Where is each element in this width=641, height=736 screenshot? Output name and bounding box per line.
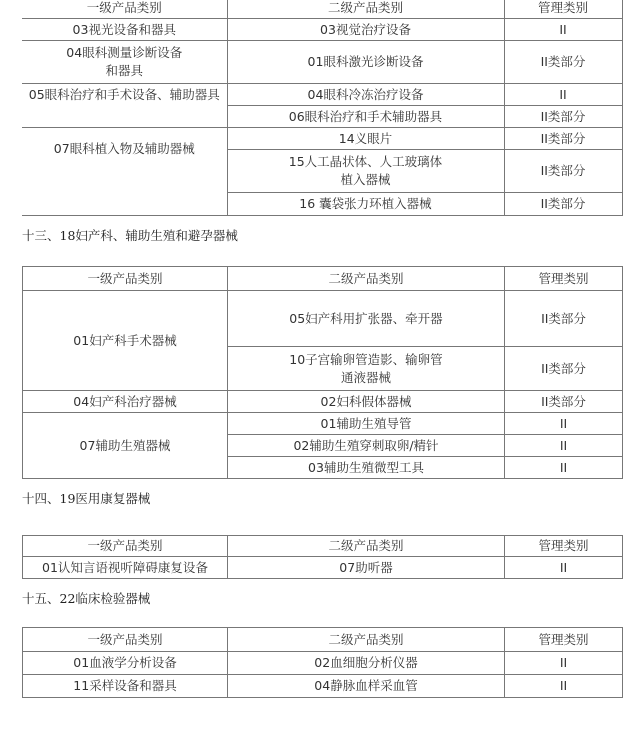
header-mgmt: 管理类别 (505, 536, 623, 557)
mgmt-cell: II类部分 (504, 193, 622, 216)
table-row (23, 291, 623, 347)
ophthalmic-table (22, 0, 623, 216)
table-header-row (23, 628, 623, 652)
mgmt-cell: II (505, 675, 623, 698)
header-level2: 二级产品类别 (228, 628, 505, 652)
level2-cell: 02妇科假体器械 (228, 391, 505, 413)
table-row (23, 413, 623, 435)
level1-cell: 07眼科植入物及辅助器械 (22, 128, 227, 216)
level2-cell: 07助听器 (228, 557, 505, 579)
header-mgmt: 管理类别 (505, 628, 623, 652)
header-mgmt: 管理类别 (504, 0, 622, 19)
level2-cell: 14义眼片 (227, 128, 504, 150)
rehabilitation-table (22, 535, 623, 579)
table-row (22, 84, 622, 106)
header-level2: 二级产品类别 (227, 0, 504, 19)
level2-cell: 02血细胞分析仪器 (228, 652, 505, 675)
mgmt-cell: II类部分 (504, 150, 622, 193)
mgmt-cell: II类部分 (504, 128, 622, 150)
level2-cell: 10子宫输卵管造影、输卵管 通液器械 (228, 347, 505, 391)
header-level2: 二级产品类别 (228, 536, 505, 557)
mgmt-cell: II类部分 (504, 106, 622, 128)
header-level1: 一级产品类别 (23, 536, 228, 557)
level1-cell: 07辅助生殖器械 (23, 413, 228, 479)
level1-cell: 04妇产科治疗器械 (23, 391, 228, 413)
level2-cell: 16 囊袋张力环植入器械 (227, 193, 504, 216)
table-row (23, 557, 623, 579)
table-header-row (22, 0, 622, 19)
clinical-lab-table (22, 627, 623, 698)
header-level1: 一级产品类别 (23, 267, 228, 291)
level1-cell: 11采样设备和器具 (23, 675, 228, 698)
table-header-row (23, 267, 623, 291)
level1-cell: 01血液学分析设备 (23, 652, 228, 675)
header-level1: 一级产品类别 (23, 628, 228, 652)
mgmt-cell: II (505, 457, 623, 479)
mgmt-cell: II类部分 (505, 347, 623, 391)
section-heading-13: 十三、18妇产科、辅助生殖和避孕器械 (22, 228, 238, 243)
level1-cell: 04眼科测量诊断设备 和器具 (22, 41, 227, 84)
level2-cell: 03视觉治疗设备 (227, 19, 504, 41)
level1-cell: 03视光设备和器具 (22, 19, 227, 41)
level2-cell: 03辅助生殖微型工具 (228, 457, 505, 479)
level2-cell: 05妇产科用扩张器、牵开器 (228, 291, 505, 347)
header-level2: 二级产品类别 (228, 267, 505, 291)
table-row (23, 675, 623, 698)
mgmt-cell: II类部分 (505, 391, 623, 413)
section-heading-15: 十五、22临床检验器械 (22, 591, 151, 606)
section-heading-14: 十四、19医用康复器械 (22, 491, 151, 506)
mgmt-cell: II (504, 84, 622, 106)
mgmt-cell: II (505, 557, 623, 579)
header-mgmt: 管理类别 (505, 267, 623, 291)
table-row (22, 19, 622, 41)
table-header-row (23, 536, 623, 557)
level2-cell: 02辅助生殖穿刺取卵/精针 (228, 435, 505, 457)
mgmt-cell: II (505, 435, 623, 457)
obstetrics-table (22, 266, 623, 479)
level1-cell: 01认知言语视听障碍康复设备 (23, 557, 228, 579)
header-level1: 一级产品类别 (22, 0, 227, 19)
level1-cell: 05眼科治疗和手术设备、辅助器具 (22, 84, 227, 128)
level2-cell: 15人工晶状体、人工玻璃体 植入器械 (227, 150, 504, 193)
level1-cell: 01妇产科手术器械 (23, 291, 228, 391)
mgmt-cell: II (504, 19, 622, 41)
level2-cell: 04眼科冷冻治疗设备 (227, 84, 504, 106)
mgmt-cell: II类部分 (504, 41, 622, 84)
table-row (23, 652, 623, 675)
table-row (22, 128, 622, 150)
mgmt-cell: II (505, 652, 623, 675)
level2-cell: 04静脉血样采血管 (228, 675, 505, 698)
level2-cell: 01眼科激光诊断设备 (227, 41, 504, 84)
level2-cell: 06眼科治疗和手术辅助器具 (227, 106, 504, 128)
level2-cell: 01辅助生殖导管 (228, 413, 505, 435)
table-row (23, 391, 623, 413)
mgmt-cell: II (505, 413, 623, 435)
mgmt-cell: II类部分 (505, 291, 623, 347)
table-row (22, 41, 622, 84)
